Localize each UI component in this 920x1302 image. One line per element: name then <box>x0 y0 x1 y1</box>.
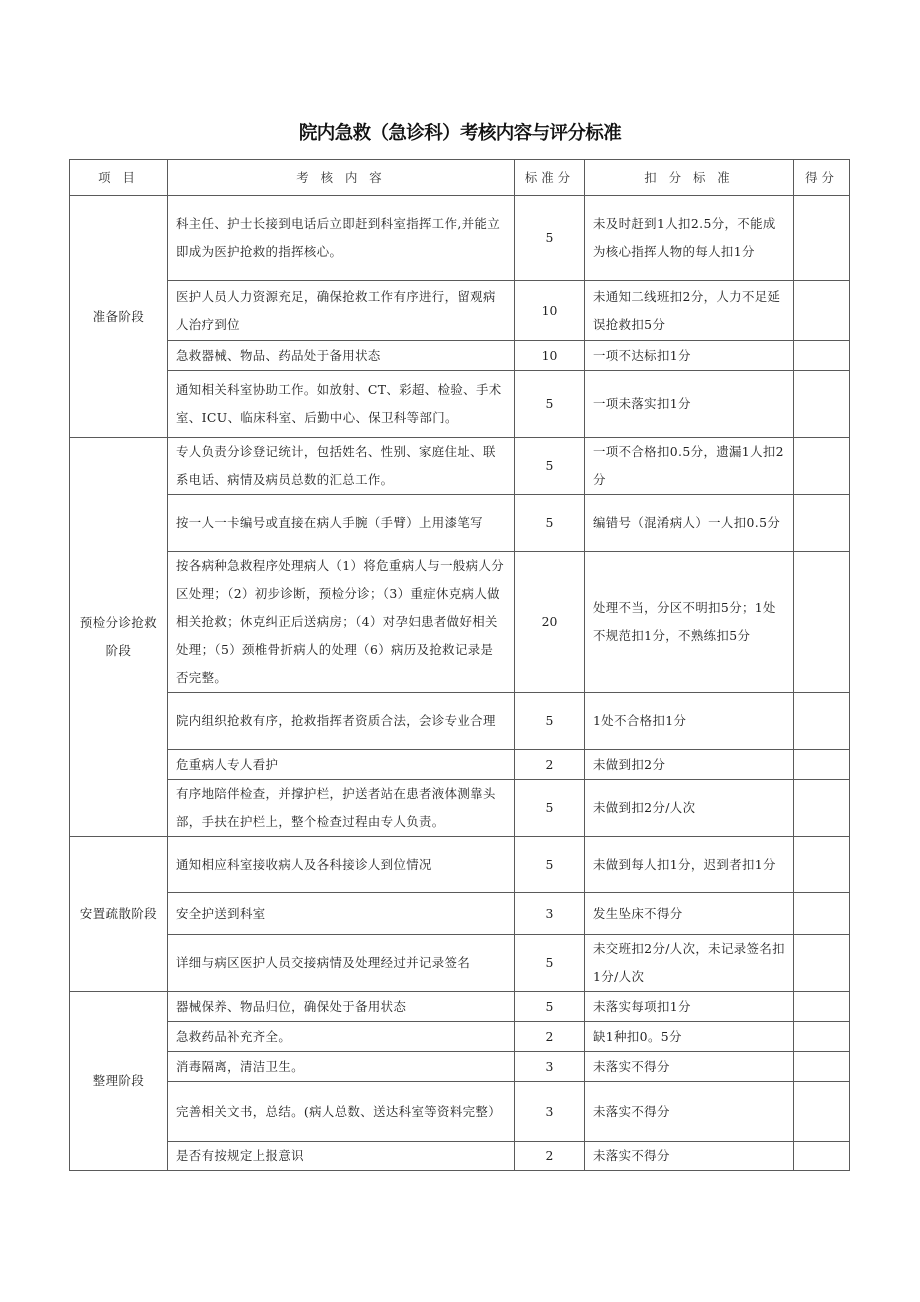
row-deduction: 未落实不得分 <box>585 1082 794 1142</box>
table-row <box>70 1052 850 1082</box>
row-standard-score: 3 <box>515 893 585 935</box>
row-content: 急救器械、物品、药品处于备用状态 <box>168 341 515 371</box>
row-score-cell[interactable] <box>794 552 850 693</box>
row-standard-score: 2 <box>515 750 585 780</box>
row-score-cell[interactable] <box>794 196 850 281</box>
row-standard-score: 10 <box>515 341 585 371</box>
section-category-placement-evacuation <box>70 837 168 992</box>
row-standard-score: 10 <box>515 281 585 341</box>
row-deduction: 未交班扣2分/人次，未记录签名扣1分/人次 <box>585 935 794 992</box>
table-row <box>70 1022 850 1052</box>
row-content: 完善相关文书，总结。(病人总数、送达科室等资料完整） <box>168 1082 515 1142</box>
table-row <box>70 893 850 935</box>
row-score-cell[interactable] <box>794 780 850 837</box>
row-score-cell[interactable] <box>794 893 850 935</box>
table-row <box>70 750 850 780</box>
row-content: 危重病人专人看护 <box>168 750 515 780</box>
row-standard-score: 5 <box>515 196 585 281</box>
row-content: 急救药品补充齐全。 <box>168 1022 515 1052</box>
row-content: 是否有按规定上报意识 <box>168 1142 515 1171</box>
row-content: 安全护送到科室 <box>168 893 515 935</box>
row-content: 通知相关科室协助工作。如放射、CT、彩超、检验、手术室、ICU、临床科室、后勤中心、保卫科等部门。 <box>168 371 515 438</box>
row-score-cell[interactable] <box>794 750 850 780</box>
table-row <box>70 1142 850 1171</box>
row-deduction: 一项未落实扣1分 <box>585 371 794 438</box>
row-deduction: 未做到扣2分 <box>585 750 794 780</box>
row-content: 按一人一卡编号或直接在病人手腕（手臂）上用漆笔写 <box>168 495 515 552</box>
page-title: 院内急救（急诊科）考核内容与评分标准 <box>298 123 622 144</box>
row-standard-score: 20 <box>515 552 585 693</box>
row-standard-score: 5 <box>515 935 585 992</box>
row-standard-score: 2 <box>515 1142 585 1171</box>
category-label: 准备阶段 <box>92 308 145 324</box>
row-deduction: 未做到扣2分/人次 <box>585 780 794 837</box>
row-standard-score: 5 <box>515 992 585 1022</box>
row-score-cell[interactable] <box>794 1052 850 1082</box>
row-content: 详细与病区医护人员交接病情及处理经过并记录签名 <box>168 935 515 992</box>
table-row <box>70 371 850 438</box>
table-row <box>70 495 850 552</box>
table-row <box>70 196 850 281</box>
table-row <box>70 693 850 750</box>
table-row <box>70 438 850 495</box>
table-row <box>70 1082 850 1142</box>
row-standard-score: 5 <box>515 780 585 837</box>
row-deduction: 缺1种扣0。5分 <box>585 1022 794 1052</box>
header-category: 项 目 <box>70 160 168 196</box>
row-deduction: 1处不合格扣1分 <box>585 693 794 750</box>
row-deduction: 未做到每人扣1分，迟到者扣1分 <box>585 837 794 893</box>
table-row <box>70 281 850 341</box>
header-content: 考 核 内 容 <box>168 160 515 196</box>
section-category-triage-rescue <box>70 438 168 837</box>
row-deduction: 未落实不得分 <box>585 1142 794 1171</box>
category-label: 整理阶段 <box>92 1073 145 1088</box>
scoring-table <box>69 159 850 1171</box>
row-score-cell[interactable] <box>794 281 850 341</box>
row-deduction: 未落实每项扣1分 <box>585 992 794 1022</box>
category-label: 安置疏散阶段 <box>79 906 158 921</box>
table-row <box>70 780 850 837</box>
table-row <box>70 837 850 893</box>
row-deduction: 一项不合格扣0.5分，遗漏1人扣2分 <box>585 438 794 495</box>
row-score-cell[interactable] <box>794 935 850 992</box>
header-standard-score: 标准分 <box>515 160 585 196</box>
row-content: 按各病种急救程序处理病人（1）将危重病人与一般病人分区处理；（2）初步诊断，预检分诊；（3）重症休克病人做相关抢救；休克纠正后送病房；（4）对孕妇患者做好相关处理；（5）颈椎骨折病人的处理（6）病历及抢救记录是否完整。 <box>168 552 515 693</box>
row-deduction: 编错号（混淆病人）一人扣0.5分 <box>585 495 794 552</box>
row-score-cell[interactable] <box>794 693 850 750</box>
section-category-cleanup <box>70 992 168 1171</box>
category-label: 预检分诊抢救阶段 <box>79 615 158 658</box>
row-content: 医护人员人力资源充足，确保抢救工作有序进行，留观病人治疗到位 <box>168 281 515 341</box>
row-standard-score: 2 <box>515 1022 585 1052</box>
row-standard-score: 3 <box>515 1052 585 1082</box>
row-content: 专人负责分诊登记统计，包括姓名、性别、家庭住址、联系电话、病情及病员总数的汇总工作。 <box>168 438 515 495</box>
row-content: 消毒隔离，清洁卫生。 <box>168 1052 515 1082</box>
row-standard-score: 5 <box>515 837 585 893</box>
row-standard-score: 3 <box>515 1082 585 1142</box>
row-content: 院内组织抢救有序，抢救指挥者资质合法，会诊专业合理 <box>168 693 515 750</box>
table-row <box>70 935 850 992</box>
row-deduction: 发生坠床不得分 <box>585 893 794 935</box>
row-score-cell[interactable] <box>794 1082 850 1142</box>
row-standard-score: 5 <box>515 693 585 750</box>
row-deduction: 未通知二线班扣2分，人力不足延误抢救扣5分 <box>585 281 794 341</box>
row-score-cell[interactable] <box>794 992 850 1022</box>
row-standard-score: 5 <box>515 438 585 495</box>
row-deduction: 未及时赶到1人扣2.5分，不能成为核心指挥人物的每人扣1分 <box>585 196 794 281</box>
row-content: 科主任、护士长接到电话后立即赶到科室指挥工作,并能立即成为医护抢救的指挥核心。 <box>168 196 515 281</box>
row-content: 通知相应科室接收病人及各科接诊人到位情况 <box>168 837 515 893</box>
row-deduction: 未落实不得分 <box>585 1052 794 1082</box>
row-score-cell[interactable] <box>794 438 850 495</box>
row-standard-score: 5 <box>515 495 585 552</box>
section-category-preparation <box>70 196 168 438</box>
header-deduction: 扣 分 标 准 <box>585 160 794 196</box>
table-header-row <box>70 160 850 196</box>
table-row <box>70 341 850 371</box>
row-deduction: 处理不当，分区不明扣5分；1处不规范扣1分，不熟练扣5分 <box>585 552 794 693</box>
table-row <box>70 992 850 1022</box>
row-score-cell[interactable] <box>794 1142 850 1171</box>
header-score: 得分 <box>794 160 850 196</box>
table-row <box>70 552 850 693</box>
row-score-cell[interactable] <box>794 371 850 438</box>
row-score-cell[interactable] <box>794 1022 850 1052</box>
row-score-cell[interactable] <box>794 495 850 552</box>
row-content: 器械保养、物品归位，确保处于备用状态 <box>168 992 515 1022</box>
row-content: 有序地陪伴检查，并撑护栏，护送者站在患者液体测靠头部，手扶在护栏上，整个检查过程由专人负责。 <box>168 780 515 837</box>
row-score-cell[interactable] <box>794 341 850 371</box>
row-deduction: 一项不达标扣1分 <box>585 341 794 371</box>
row-standard-score: 5 <box>515 371 585 438</box>
row-score-cell[interactable] <box>794 837 850 893</box>
